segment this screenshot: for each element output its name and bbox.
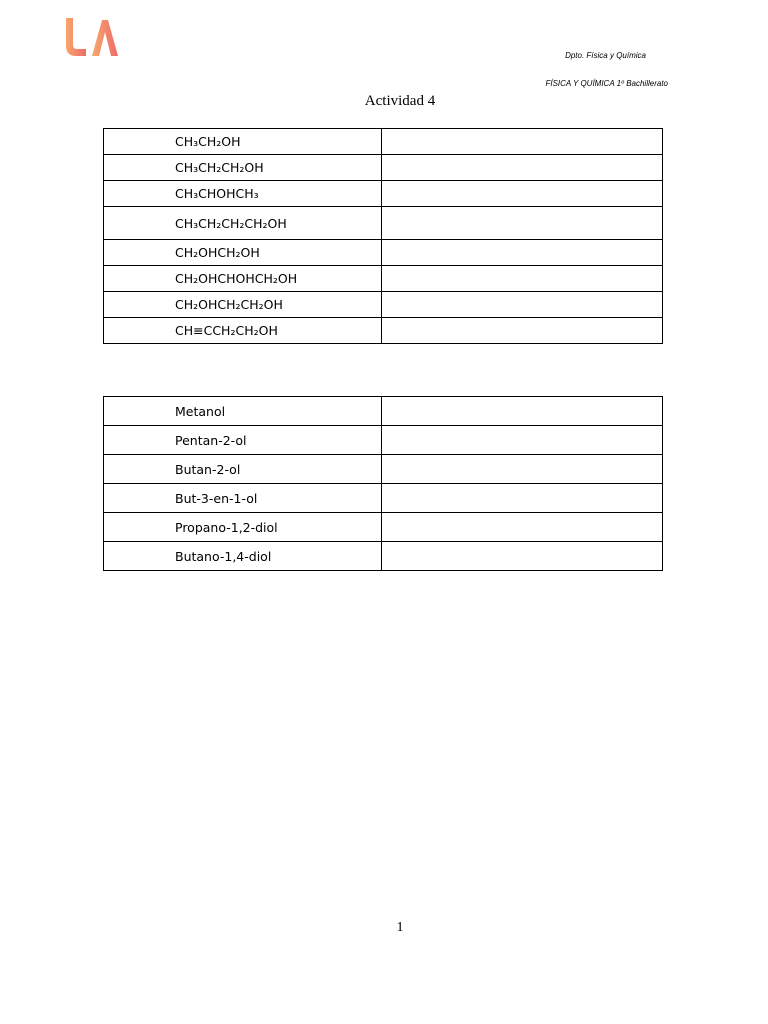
answer-cell[interactable] (382, 318, 663, 344)
table-row (104, 426, 663, 455)
formula-cell: CH₃CH₂OH (104, 129, 382, 155)
table-row (104, 240, 663, 266)
table-row (104, 292, 663, 318)
table-row (104, 181, 663, 207)
table-row (104, 155, 663, 181)
table-row (104, 397, 663, 426)
answer-cell[interactable] (382, 426, 663, 455)
formula-cell: CH₂OHCHOHCH₂OH (104, 266, 382, 292)
name-cell: Butano-1,4-diol (104, 542, 382, 571)
department-label: Dpto. Física y Química (565, 51, 646, 60)
formula-cell: CH≡CCH₂CH₂OH (104, 318, 382, 344)
page-number: 1 (396, 920, 404, 935)
answer-cell[interactable] (382, 266, 663, 292)
name-cell: Metanol (104, 397, 382, 426)
name-cell: But-3-en-1-ol (104, 484, 382, 513)
answer-cell[interactable] (382, 292, 663, 318)
formula-cell: CH₃CHOHCH₃ (104, 181, 382, 207)
course-label: FÍSICA Y QUÍMICA 1º Bachillerato (545, 79, 668, 88)
table-row (104, 207, 663, 240)
formula-table (103, 128, 663, 344)
answer-cell[interactable] (382, 181, 663, 207)
la-logo (62, 16, 118, 58)
answer-cell[interactable] (382, 207, 663, 240)
answer-cell[interactable] (382, 129, 663, 155)
answer-cell[interactable] (382, 155, 663, 181)
table-row (104, 542, 663, 571)
table-row (104, 484, 663, 513)
name-cell: Propano-1,2-diol (104, 513, 382, 542)
table-row (104, 318, 663, 344)
table-row (104, 266, 663, 292)
table-row (104, 513, 663, 542)
formula-cell: CH₂OHCH₂CH₂OH (104, 292, 382, 318)
name-cell: Butan-2-ol (104, 455, 382, 484)
name-cell: Pentan-2-ol (104, 426, 382, 455)
answer-cell[interactable] (382, 240, 663, 266)
answer-cell[interactable] (382, 542, 663, 571)
formula-cell: CH₃CH₂CH₂OH (104, 155, 382, 181)
answer-cell[interactable] (382, 484, 663, 513)
answer-cell[interactable] (382, 455, 663, 484)
answer-cell[interactable] (382, 397, 663, 426)
table-row (104, 455, 663, 484)
name-table (103, 396, 663, 571)
formula-cell: CH₃CH₂CH₂CH₂OH (104, 207, 382, 240)
page-title: Actividad 4 (364, 93, 436, 109)
answer-cell[interactable] (382, 513, 663, 542)
table-row (104, 129, 663, 155)
formula-cell: CH₂OHCH₂OH (104, 240, 382, 266)
